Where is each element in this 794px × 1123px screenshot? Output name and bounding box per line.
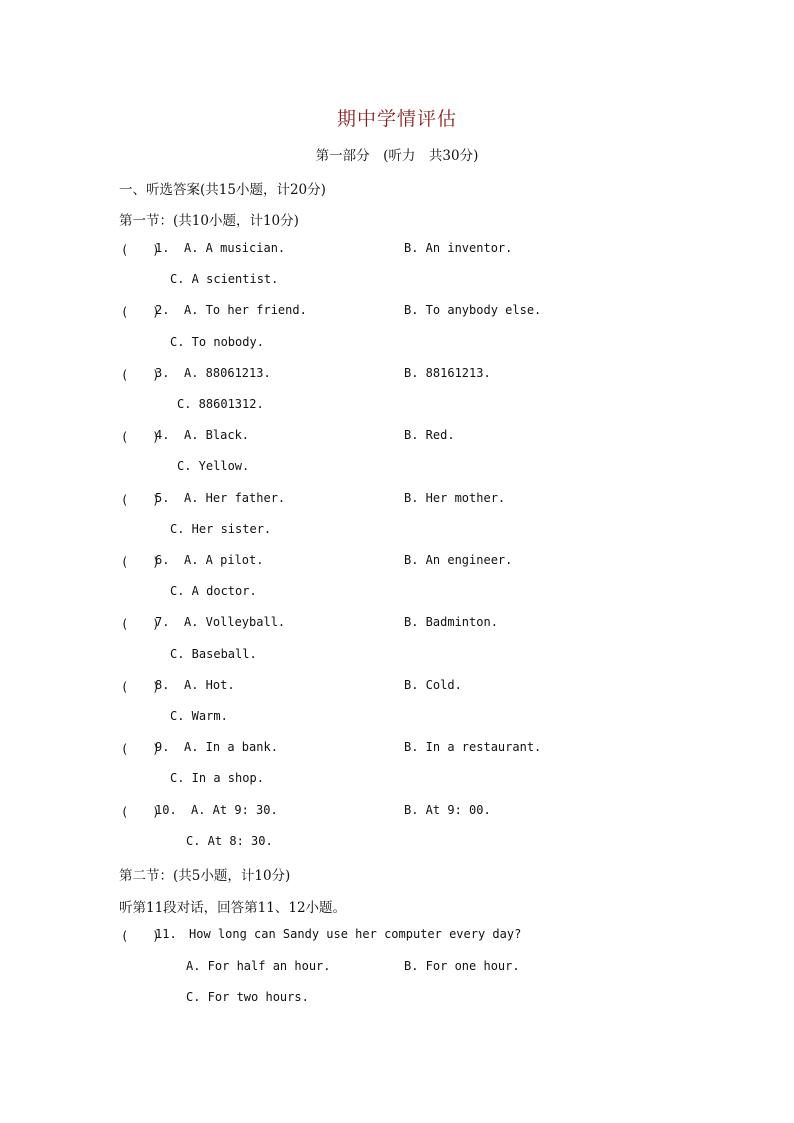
part-one-heading: 第一节：(共10小题，计10分) bbox=[119, 213, 299, 229]
question-stem: How long can Sandy use her computer every day? bbox=[189, 927, 522, 941]
option-c: C. A scientist. bbox=[170, 272, 279, 286]
option-b: B. At 9: 00. bbox=[404, 803, 491, 817]
question-number: 8. bbox=[155, 678, 170, 692]
option-c: C. In a shop. bbox=[170, 771, 264, 785]
option-b: B. Red. bbox=[404, 428, 455, 442]
question-number: 3. bbox=[155, 366, 170, 380]
section-heading: 一、听选答案(共15小题，计20分) bbox=[119, 182, 326, 198]
question-number: 9. bbox=[155, 740, 170, 754]
option-a: A. 88061213. bbox=[184, 366, 271, 380]
option-a: A. For half an hour. bbox=[186, 959, 331, 973]
option-b: B. Cold. bbox=[404, 678, 462, 692]
question-number: 4. bbox=[155, 428, 170, 442]
question-number: 7. bbox=[155, 615, 170, 629]
dialog-instruction: 听第11段对话，回答第11、12小题。 bbox=[119, 900, 347, 916]
answer-blank: ( ) bbox=[121, 805, 160, 819]
answer-blank: ( ) bbox=[121, 430, 160, 444]
answer-blank: ( ) bbox=[121, 617, 160, 631]
option-b: B. In a restaurant. bbox=[404, 740, 542, 754]
option-c: C. Her sister. bbox=[170, 522, 272, 536]
answer-blank: ( ) bbox=[121, 305, 160, 319]
option-b: B. An inventor. bbox=[404, 241, 513, 255]
option-b: B. To anybody else. bbox=[404, 303, 542, 317]
answer-blank: ( ) bbox=[121, 680, 160, 694]
answer-blank: ( ) bbox=[121, 243, 160, 257]
option-c: C. To nobody. bbox=[170, 335, 264, 349]
question-number: 11. bbox=[155, 927, 177, 941]
option-c: C. A doctor. bbox=[170, 584, 257, 598]
option-a: A. A pilot. bbox=[184, 553, 264, 567]
answer-blank: ( ) bbox=[121, 929, 160, 943]
option-c: C. Baseball. bbox=[170, 647, 257, 661]
part-subtitle: 第一部分 (听力 共30分) bbox=[315, 148, 479, 164]
answer-blank: ( ) bbox=[121, 742, 160, 756]
option-a: A. In a bank. bbox=[184, 740, 278, 754]
part-two-heading: 第二节：(共5小题，计10分) bbox=[119, 868, 291, 884]
question-number: 5. bbox=[155, 491, 170, 505]
answer-blank: ( ) bbox=[121, 555, 160, 569]
option-c: C. Warm. bbox=[170, 709, 228, 723]
option-c: C. At 8: 30. bbox=[186, 834, 273, 848]
option-b: B. An engineer. bbox=[404, 553, 513, 567]
option-c: C. 88601312. bbox=[177, 397, 264, 411]
option-a: A. Black. bbox=[184, 428, 250, 442]
option-a: A. Her father. bbox=[184, 491, 286, 505]
option-a: A. Volleyball. bbox=[184, 615, 286, 629]
option-b: B. Badminton. bbox=[404, 615, 498, 629]
option-a: A. To her friend. bbox=[184, 303, 307, 317]
option-b: B. Her mother. bbox=[404, 491, 506, 505]
option-c: C. Yellow. bbox=[177, 459, 250, 473]
option-c: C. For two hours. bbox=[186, 990, 309, 1004]
answer-blank: ( ) bbox=[121, 368, 160, 382]
question-number: 1. bbox=[155, 241, 170, 255]
option-a: A. At 9: 30. bbox=[191, 803, 278, 817]
option-b: B. 88161213. bbox=[404, 366, 491, 380]
question-number: 2. bbox=[155, 303, 170, 317]
question-number: 10. bbox=[155, 803, 177, 817]
question-number: 6. bbox=[155, 553, 170, 567]
option-a: A. A musician. bbox=[184, 241, 286, 255]
option-b: B. For one hour. bbox=[404, 959, 520, 973]
page-title: 期中学情评估 bbox=[336, 108, 457, 130]
option-a: A. Hot. bbox=[184, 678, 235, 692]
answer-blank: ( ) bbox=[121, 493, 160, 507]
